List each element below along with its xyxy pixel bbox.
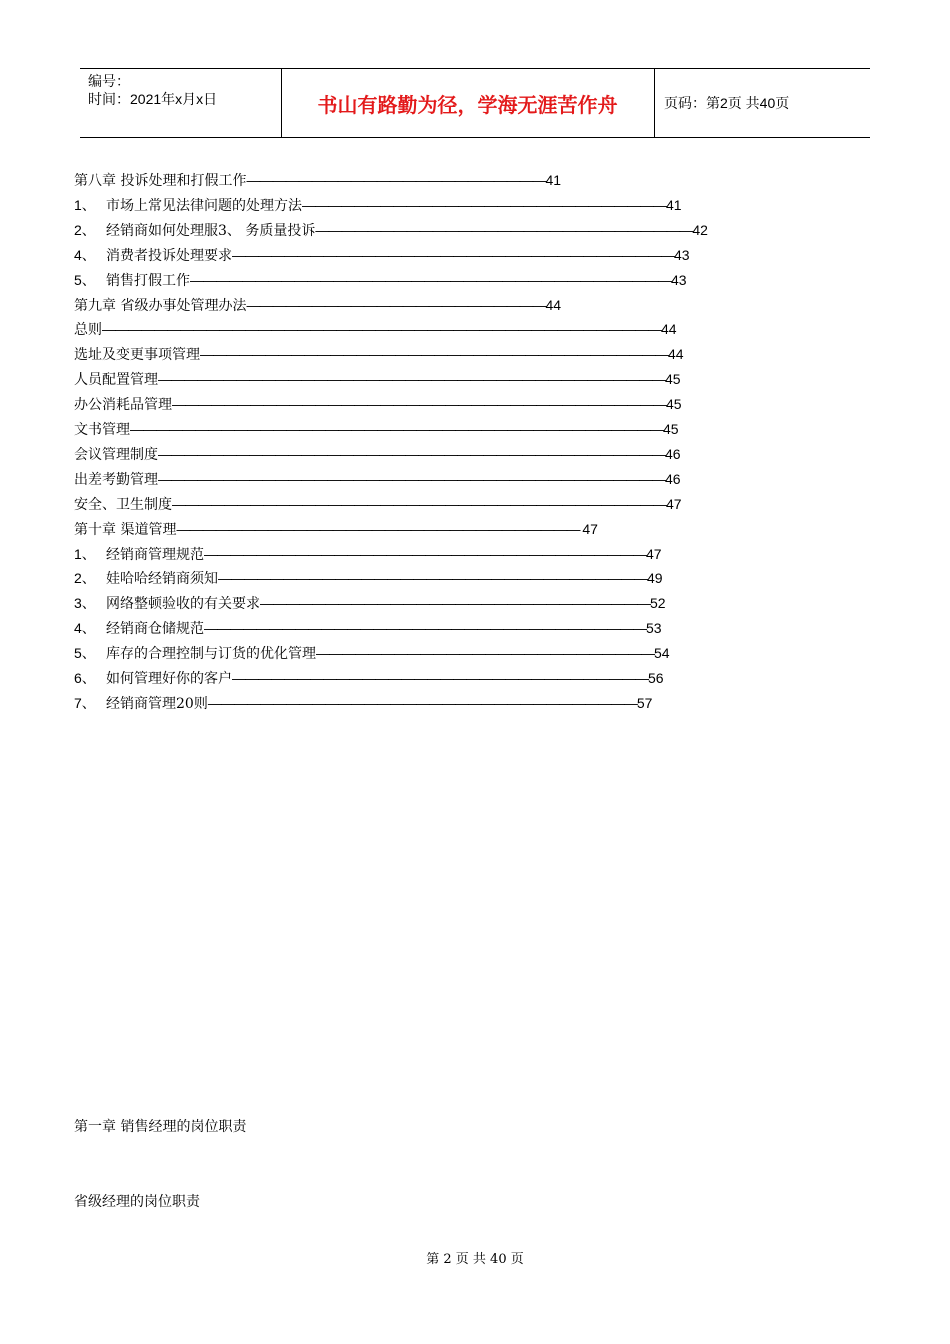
number-label: 编号： <box>88 73 130 89</box>
toc-entry-leader: —————————————————————————————————————— <box>172 396 666 413</box>
toc-entry-page: 45 <box>663 421 679 437</box>
toc-entry-page: 45 <box>666 396 682 413</box>
toc-entry-number: 5、 <box>74 645 96 662</box>
toc-entry <box>74 220 708 240</box>
toc-entry-number: 4、 <box>74 246 96 263</box>
toc-entry <box>74 419 679 439</box>
toc-entry-leader: ——————————————————————————————————————— <box>158 470 665 487</box>
toc-entry-title: 市场上常见法律问题的处理方法 <box>106 197 302 214</box>
toc-entry-title: 第十章 渠道管理 <box>74 521 177 538</box>
toc-entry-number: 1、 <box>74 545 96 562</box>
toc-entry-leader: ——————————————————————————————————————— <box>158 445 665 462</box>
toc-entry-page: 44 <box>661 321 677 338</box>
toc-entry-page: 47 <box>666 495 682 512</box>
toc-entry-number: 7、 <box>74 694 96 711</box>
toc-entry-title: 第九章 省级办事处管理办法 <box>74 297 247 314</box>
toc-entry <box>74 344 684 364</box>
toc-entry-title: 经销商管理规范 <box>106 546 204 563</box>
toc-entry-leader: ————————————————————————————————— <box>218 570 647 587</box>
toc-entry-page: 56 <box>648 670 664 686</box>
toc-entry-page: 42 <box>692 221 708 238</box>
toc-entry <box>74 668 664 688</box>
toc-entry <box>74 369 681 389</box>
toc-entry-page: 46 <box>665 445 681 462</box>
toc-entry-title: 销售打假工作 <box>106 272 190 289</box>
toc-entry-page: 57 <box>636 694 653 711</box>
toc-entry-title: 文书管理 <box>74 422 130 438</box>
toc-entry-leader: ———————————————————————————— <box>302 196 666 213</box>
toc-entry-number: 3、 <box>74 595 96 612</box>
toc-entry-leader: —————————————————————————— <box>316 645 654 662</box>
toc-entry-title: 娃哈哈经销商须知 <box>106 571 218 588</box>
toc-entry-title: 经销商仓储规范 <box>106 621 204 638</box>
toc-entry <box>74 195 682 215</box>
toc-entry-title: 总则 <box>74 322 102 339</box>
toc-entry <box>74 643 670 663</box>
section-heading: 省级经理的岗位职责 <box>74 1194 200 1210</box>
toc-entry-number: 4、 <box>74 620 96 637</box>
toc-entry-page: 52 <box>650 595 666 612</box>
toc-entry-page: 43 <box>671 271 687 288</box>
toc-entry-leader: —————————————————————————————— <box>260 595 650 612</box>
toc-entry <box>74 494 682 514</box>
toc-entry-title: 第八章 投诉处理和打假工作 <box>74 173 247 189</box>
toc-entry-page: 44 <box>668 346 684 363</box>
toc-entry <box>74 593 666 613</box>
chapter-heading: 第一章 销售经理的岗位职责 <box>74 1119 247 1135</box>
toc-entry-leader: ————————————————————————————————— <box>207 694 637 711</box>
time-label: 时间：2021年x月x日 <box>88 91 218 107</box>
toc-entry-page: 47 <box>582 520 598 537</box>
toc-entry <box>74 519 598 539</box>
toc-entry-title: 经销商管理20则 <box>106 695 208 712</box>
toc-entry-leader: ——————————————————————— <box>246 296 546 313</box>
header-motto: 书山有路勤为径，学海无涯苦作舟 <box>317 92 618 117</box>
toc-entry <box>74 544 662 564</box>
toc-entry-title: 消费者投诉处理要求 <box>106 247 232 264</box>
toc-entry-leader: ———————————————————————————————— <box>232 670 648 686</box>
page-footer: 第 2 页 共 40 页 <box>426 1252 524 1267</box>
toc-entry-title: 经销商如何处理服3、 务质量投诉 <box>106 222 316 239</box>
toc-entry-title: 网络整顿验收的有关要求 <box>106 596 260 613</box>
toc-entry-title: 库存的合理控制与订货的优化管理 <box>106 646 316 663</box>
toc-entry <box>74 170 561 190</box>
toc-entry-leader: —————————————————————————————————— <box>232 246 674 263</box>
document-header <box>80 68 870 138</box>
toc-entry-title: 选址及变更事项管理 <box>74 347 200 364</box>
toc-entry <box>74 245 690 265</box>
toc-entry <box>74 693 652 713</box>
toc-entry-leader: ——————————————————————————————— <box>176 520 583 537</box>
toc-entry-page: 47 <box>646 545 662 562</box>
toc-entry-leader: ——————————————————————————————————————— <box>158 371 665 388</box>
toc-entry-title: 出差考勤管理 <box>74 471 158 488</box>
toc-entry-title: 会议管理制度 <box>74 446 158 463</box>
toc-entry <box>74 469 681 489</box>
toc-entry-number: 1、 <box>74 196 96 213</box>
toc-entry-leader: ————————————————————————————— <box>315 221 693 238</box>
toc-entry-page: 41 <box>666 196 682 213</box>
toc-entry <box>74 444 681 464</box>
toc-entry-page: 46 <box>665 470 681 487</box>
toc-entry-title: 办公消耗品管理 <box>74 397 172 414</box>
toc-entry-page: 45 <box>665 371 681 388</box>
header-page-label: 页码：第2页 共40页 <box>664 95 790 111</box>
toc-entry-number: 6、 <box>74 670 96 686</box>
toc-entry <box>74 295 561 315</box>
toc-entry-number: 2、 <box>74 221 96 238</box>
header-divider <box>654 69 655 137</box>
toc-entry <box>74 319 677 339</box>
toc-entry <box>74 618 662 638</box>
header-info <box>88 72 217 108</box>
toc-entry-number: 5、 <box>74 271 96 288</box>
toc-entry-leader: —————————————————————————————————— <box>204 620 646 637</box>
toc-entry-number: 2、 <box>74 570 96 587</box>
toc-entry-page: 53 <box>646 620 662 637</box>
toc-entry <box>74 568 663 588</box>
toc-entry-leader: —————————————————————————————————— <box>204 545 646 562</box>
toc-entry-leader: ————————————————————————————————————————— <box>130 421 663 437</box>
toc-entry-leader: ——————————————————————— <box>246 172 546 188</box>
toc-entry-page: 49 <box>647 570 663 587</box>
toc-entry-page: 43 <box>674 246 690 263</box>
toc-entry-page: 41 <box>545 172 562 188</box>
toc-entry-leader: ———————————————————————————————————— <box>200 346 668 363</box>
toc-entry-title: 安全、卫生制度 <box>74 496 172 513</box>
toc-entry-leader: ——————————————————————————————————————————— <box>102 321 661 338</box>
toc-entry <box>74 270 687 290</box>
toc-entry <box>74 394 682 414</box>
toc-entry-title: 人员配置管理 <box>74 372 158 389</box>
toc-entry-page: 54 <box>654 645 670 662</box>
toc-entry-leader: ————————————————————————————————————— <box>190 271 671 288</box>
toc-entry-page: 44 <box>545 296 562 313</box>
toc-entry-leader: —————————————————————————————————————— <box>172 495 666 512</box>
toc-entry-title: 如何管理好你的客户 <box>106 671 232 687</box>
